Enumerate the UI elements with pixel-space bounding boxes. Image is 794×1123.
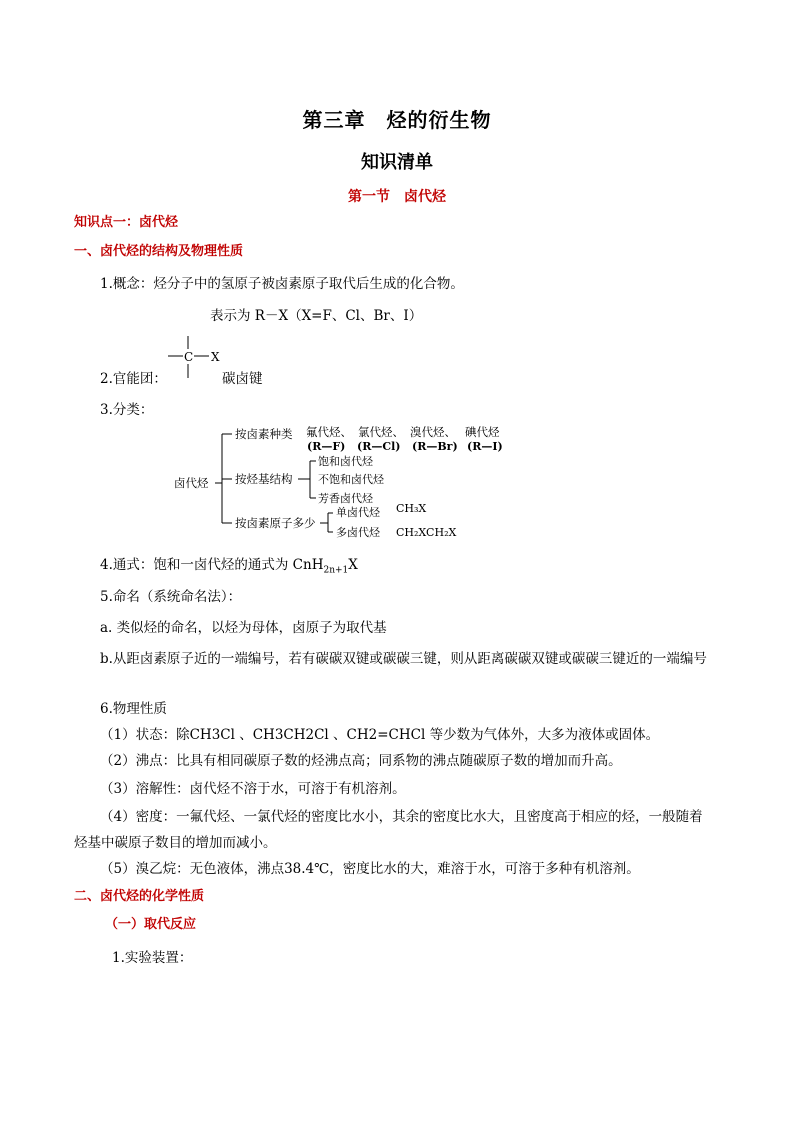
halogen-type-cl: 氯代烃、 <box>358 425 404 439</box>
halogen-type-i: 碘代烃 <box>465 425 500 439</box>
halogen-type-f: 氟代烃、 <box>306 425 352 439</box>
naming-title: 5.命名（系统命名法）： <box>100 589 242 605</box>
list-title: 知识清单 <box>361 152 433 173</box>
halogen-type-br: 溴代烃、 <box>410 425 456 439</box>
part-one-title: 一、卤代烃的结构及物理性质 <box>74 244 244 259</box>
section-title: 第一节 卤代烃 <box>348 189 446 205</box>
carbon-halogen-structure <box>160 334 230 382</box>
concept-formula: 表示为 R－X（X=F、Cl、Br、I） <box>210 308 423 324</box>
by-count-label: 按卤素原子多少 <box>235 516 316 530</box>
physical-boiling: （2）沸点：比具有相同碳原子数的烃沸点高；同系物的沸点随碳原子数的增加而升高。 <box>100 753 622 769</box>
substitution-title: （一）取代反应 <box>105 917 197 932</box>
by-structure-label: 按烃基结构 <box>235 472 293 486</box>
knowledge-point-title: 知识点一：卤代烃 <box>74 215 179 230</box>
classification-label: 3.分类： <box>100 402 154 418</box>
physical-solubility: （3）溶解性：卤代烃不溶于水，可溶于有机溶剂。 <box>100 781 406 797</box>
halogen-formula-i: (R—I) <box>467 440 503 453</box>
concept-text: 1.概念：烃分子中的氢原子被卤素原子取代后生成的化合物。 <box>100 276 464 292</box>
functional-group-label: 2.官能团： <box>100 371 167 387</box>
physical-density-line2: 烃基中碳原子数目的增加而减小。 <box>74 835 277 851</box>
classification-diagram <box>170 420 510 542</box>
physical-title: 6.物理性质 <box>100 701 167 717</box>
structure-type-unsaturated: 不饱和卤代烃 <box>318 473 384 486</box>
physical-density-line1: （4）密度：一氟代烃、一氯代烃的密度比水小，其余的密度比水大，且密度高于相应的烃，一般随着 <box>100 809 703 825</box>
naming-rule-b: b.从距卤素原子近的一端编号，若有碳碳双键或碳碳三键，则从距离碳碳双键或碳碳三键近的一端编号 <box>100 651 707 667</box>
halogen-formula-cl: (R—Cl) <box>357 440 401 453</box>
halogen-formula-f: (R—F) <box>307 440 346 453</box>
structure-type-saturated: 饱和卤代烃 <box>318 455 373 468</box>
general-formula: 4.通式：饱和一卤代烃的通式为 CnH$_{2n+1}$X <box>100 557 358 576</box>
part-two-title: 二、卤代烃的化学性质 <box>74 889 205 904</box>
apparatus-label: 1.实验装置： <box>112 950 193 966</box>
count-type-mono: 单卤代烃 <box>336 506 380 519</box>
classification-root: 卤代烃 <box>174 476 209 490</box>
structure-halogen: X <box>211 350 220 364</box>
count-example-mono: CH₃X <box>396 502 427 515</box>
count-example-poly: CH₂XCH₂X <box>396 526 457 539</box>
naming-rule-a: a. 类似烃的命名，以烃为母体，卤原子为取代基 <box>100 620 387 636</box>
physical-state: （1）状态：除CH3Cl 、CH3CH2Cl 、CH2=CHCl 等少数为气体外，大多为液体或固体。 <box>100 727 660 743</box>
count-type-poly: 多卤代烃 <box>336 526 380 539</box>
structure-type-aromatic: 芳香卤代烃 <box>318 492 373 505</box>
chapter-title: 第三章 烃的衍生物 <box>302 108 492 132</box>
structure-carbon: C <box>184 350 194 364</box>
functional-group-name: 碳卤键 <box>222 371 263 387</box>
by-halogen-label: 按卤素种类 <box>235 427 293 441</box>
physical-bromoethane: （5）溴乙烷：无色液体，沸点38.4℃，密度比水的大，难溶于水，可溶于多种有机溶剂。 <box>100 861 640 877</box>
halogen-formula-br: (R—Br) <box>412 440 458 453</box>
